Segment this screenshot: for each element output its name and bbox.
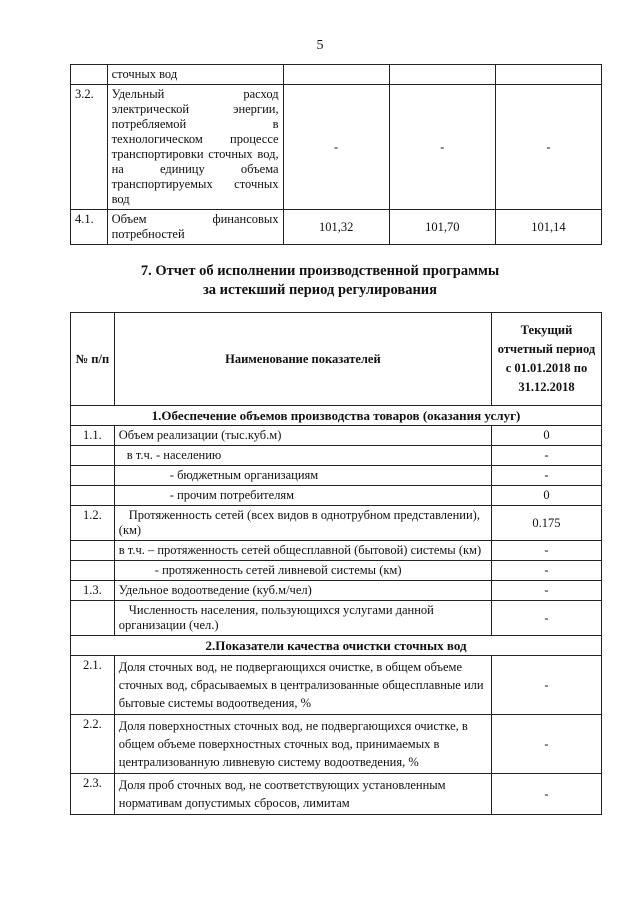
section-title (0, 262, 640, 300)
indicator-name: Удельное водоотведение (куб.м/чел) (114, 581, 491, 601)
header-period: Текущий отчетный период с 01.01.2018 по 31.12.2018 (491, 313, 601, 406)
table-row (71, 581, 602, 601)
indicator-name: Объем реализации (тыс.куб.м) (114, 426, 491, 446)
table-row (71, 715, 602, 774)
row-number: 1.2. (71, 506, 115, 541)
value-cell: - (389, 85, 495, 210)
value-cell: 0.175 (491, 506, 601, 541)
value-cell (389, 65, 495, 85)
value-cell: - (495, 85, 601, 210)
indicator-name: - бюджетным организациям (114, 466, 491, 486)
indicator-name: в т.ч. - населению (114, 446, 491, 466)
page-number: 5 (316, 38, 324, 53)
row-number: 2.1. (71, 656, 115, 715)
program-report-table (70, 312, 602, 815)
group-row (71, 406, 602, 426)
group-title: 2.Показатели качества очистки сточных вод (71, 636, 602, 656)
table-row (71, 210, 602, 245)
value-cell: 0 (491, 486, 601, 506)
value-cell: - (283, 85, 389, 210)
table-row (71, 601, 602, 636)
table-row (71, 561, 602, 581)
value-cell: - (491, 715, 601, 774)
section-title-line1: 7. Отчет об исполнении производственной программы (140, 263, 500, 279)
row-number: 1.3. (71, 581, 115, 601)
header-name: Наименование показателей (114, 313, 491, 406)
row-number: 3.2. (71, 85, 108, 210)
row-number (71, 541, 115, 561)
table-row (71, 656, 602, 715)
value-cell: - (491, 581, 601, 601)
indicator-name: Протяженность сетей (всех видов в однотрубном представлении), (км) (114, 506, 491, 541)
value-cell: 0 (491, 426, 601, 446)
indicator-name: Доля поверхностных сточных вод, не подвергающихся очистке, в общем объеме поверхностных сточных вод, принимаемых в централизованную ливневую систему водоотведения, % (114, 715, 491, 774)
indicator-name: Доля проб сточных вод, не соответствующих установленным нормативам допустимых сбросов, лимитам (114, 774, 491, 815)
value-cell (283, 65, 389, 85)
row-number: 1.1. (71, 426, 115, 446)
row-number: 2.2. (71, 715, 115, 774)
value-cell: - (491, 446, 601, 466)
row-number (71, 486, 115, 506)
indicator-name: - протяженность сетей ливневой системы (км) (114, 561, 491, 581)
header-number: № п/п (71, 313, 115, 406)
value-cell: - (491, 601, 601, 636)
value-cell: - (491, 466, 601, 486)
indicator-name: в т.ч. – протяженность сетей общесплавной (бытовой) системы (км) (114, 541, 491, 561)
value-cell: - (491, 656, 601, 715)
table-header-row (71, 313, 602, 406)
value-cell (495, 65, 601, 85)
value-cell: - (491, 541, 601, 561)
indicator-name: Объем финансовых потребностей (107, 210, 283, 245)
continued-indicators-table (70, 64, 602, 245)
table-row (71, 466, 602, 486)
indicator-name: Удельный расход электрической энергии, потребляемой в технологическом процессе транспортировки сточных вод, на единицу объема транспортируемых сточных вод (107, 85, 283, 210)
table-row (71, 65, 602, 85)
indicator-name: Доля сточных вод, не подвергающихся очистке, в общем объеме сточных вод, сбрасываемых в централизованные общесплавные или бытовые системы водоотведения, % (114, 656, 491, 715)
row-number: 2.3. (71, 774, 115, 815)
value-cell: - (491, 561, 601, 581)
table-row (71, 85, 602, 210)
section-title-line2: за истекший период регулирования (202, 282, 438, 298)
row-number (71, 466, 115, 486)
row-number (71, 561, 115, 581)
value-cell: - (491, 774, 601, 815)
indicator-name: Численность населения, пользующихся услугами данной организации (чел.) (114, 601, 491, 636)
row-number (71, 601, 115, 636)
table-row (71, 506, 602, 541)
value-cell: 101,32 (283, 210, 389, 245)
row-number (71, 65, 108, 85)
row-number (71, 446, 115, 466)
value-cell: 101,70 (389, 210, 495, 245)
indicator-name: сточных вод (107, 65, 283, 85)
table-row (71, 774, 602, 815)
value-cell: 101,14 (495, 210, 601, 245)
row-number: 4.1. (71, 210, 108, 245)
indicator-name: - прочим потребителям (114, 486, 491, 506)
table-row (71, 426, 602, 446)
table-row (71, 486, 602, 506)
table-row (71, 446, 602, 466)
group-row (71, 636, 602, 656)
group-title: 1.Обеспечение объемов производства товаров (оказания услуг) (71, 406, 602, 426)
table-row (71, 541, 602, 561)
